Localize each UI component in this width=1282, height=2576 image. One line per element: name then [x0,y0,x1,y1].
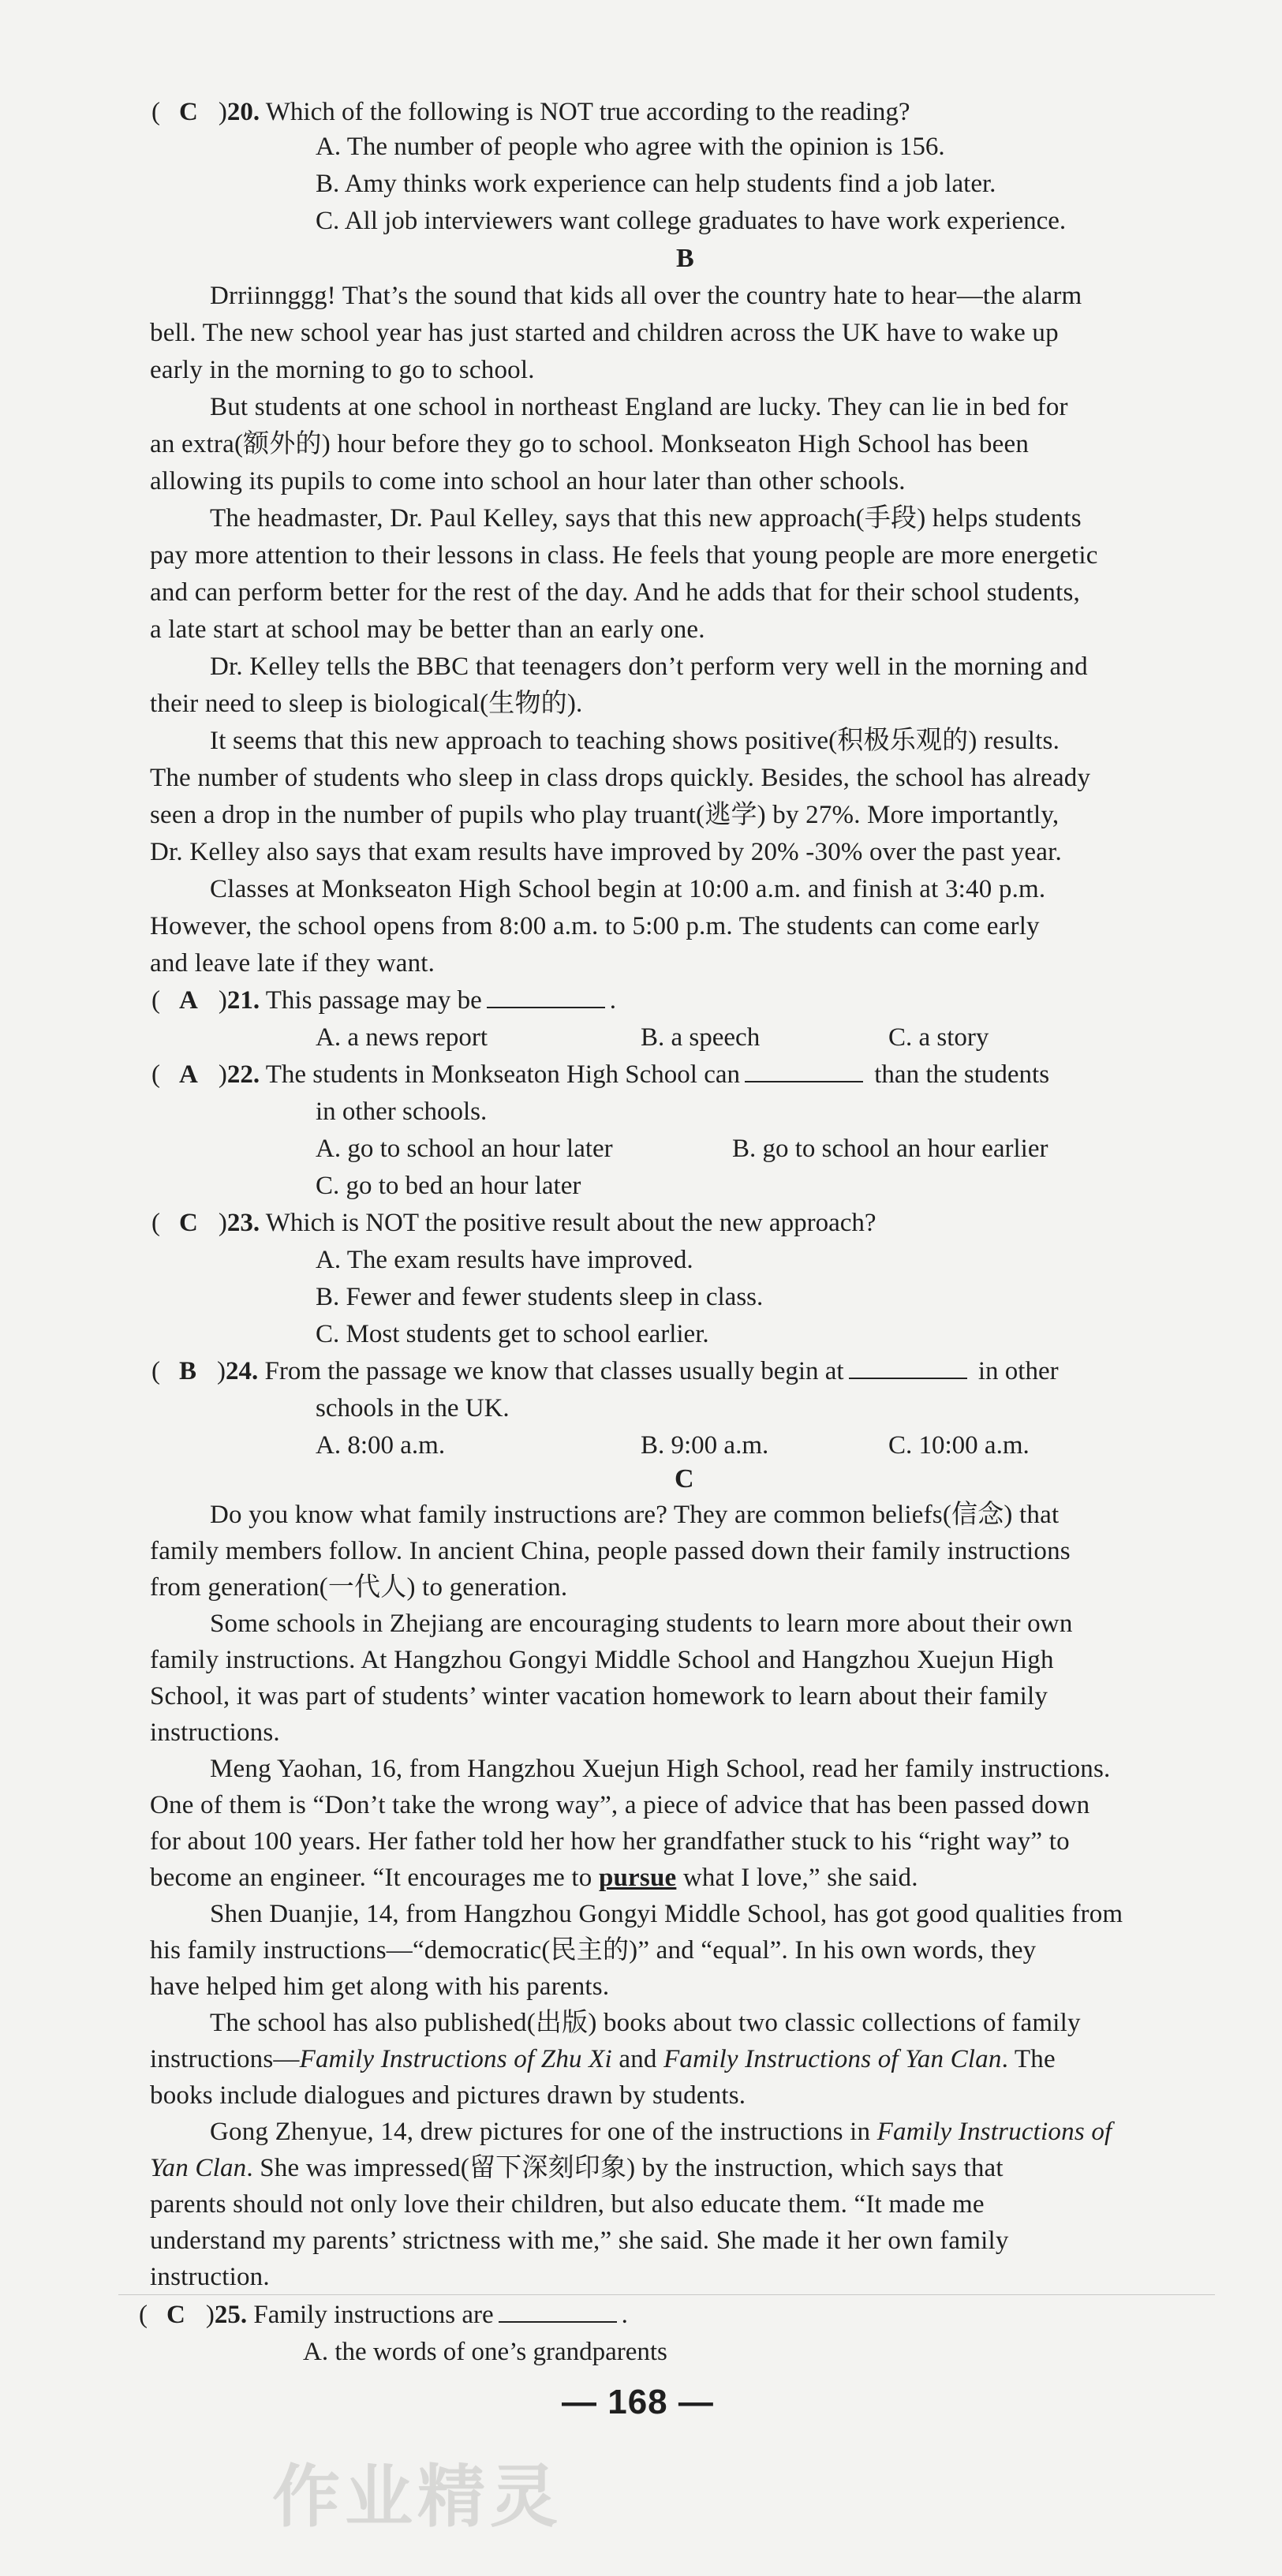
passage-b-line: But students at one school in northeast England are lucky. They can lie in bed for [210,393,1068,421]
question-24-continued: schools in the UK. [316,1394,510,1423]
passage-c-line: books include dialogues and pictures drawn by students. [150,2081,746,2110]
question-22-continued: in other schools. [316,1097,488,1126]
passage-c-line: instructions—Family Instructions of Zhu Xi and Family Instructions of Yan Clan. The [150,2045,1056,2073]
passage-b-line: allowing its pupils to come into school an hour later than other schools. [150,467,906,495]
option-23c: C. Most students get to school earlier. [316,1320,709,1348]
option-24b: B. 9:00 a.m. [641,1431,769,1460]
book-title: Yan Clan [150,2154,247,2182]
keyword-pursue: pursue [598,1864,677,1892]
passage-b-line: and can perform better for the rest of the day. And he adds that for their school students, [150,578,1080,607]
answer-22: A [179,1060,198,1089]
passage-b-line: bell. The new school year has just started and children across the UK have to wake up [150,319,1059,347]
option-23b: B. Fewer and fewer students sleep in class. [316,1283,764,1311]
divider [118,2294,1215,2295]
passage-b-line: seen a drop in the number of pupils who play truant(逃学) by 27%. More importantly, [150,801,1060,829]
passage-c-line: The school has also published(出版) books about two classic collections of family [210,2009,1081,2037]
question-20: ( C )20. Which of the following is NOT true according to the reading? [151,95,910,129]
answer-blank [849,1354,967,1379]
passage-c-line: from generation(一代人) to generation. [150,1573,568,1602]
option-20b: B. Amy thinks work experience can help students find a job later. [316,170,996,198]
answer-blank [499,2297,617,2323]
passage-c-line: family members follow. In ancient China, people passed down their family instructions [150,1537,1071,1565]
watermark: 作业精灵 [272,2458,563,2537]
answer-24: B [179,1357,197,1385]
passage-b-line: early in the morning to go to school. [150,356,535,384]
book-title: Family Instructions of Yan Clan [663,2045,1002,2073]
passage-b-line: Classes at Monkseaton High School begin at 10:00 a.m. and finish at 3:40 p.m. [210,875,1046,903]
answer-25: C [166,2301,185,2329]
passage-b-line: pay more attention to their lessons in class. He feels that young people are more energetic [150,541,1098,570]
question-21: ( A )21. This passage may be . [151,983,616,1018]
option-21c: C. a story [888,1023,989,1052]
option-21a: A. a news report [316,1023,488,1052]
passage-b-line: Dr. Kelley also says that exam results have improved by 20% -30% over the past year. [150,838,1062,866]
passage-c-line: instructions. [150,1718,280,1747]
passage-c-line: Shen Duanjie, 14, from Hangzhou Gongyi Middle School, has got good qualities from [210,1900,1123,1928]
section-b-heading: B [676,244,694,273]
passage-c-line: Gong Zhenyue, 14, drew pictures for one of the instructions in Family Instructions of [210,2118,1112,2146]
passage-c-line: have helped him get along with his parents. [150,1972,610,2001]
passage-c-line: Yan Clan. She was impressed(留下深刻印象) by the instruction, which says that [150,2154,1004,2182]
passage-b-line: Drriinnggg! That’s the sound that kids all over the country hate to hear—the alarm [210,282,1082,310]
passage-b-line: It seems that this new approach to teaching shows positive(积极乐观的) results. [210,727,1060,755]
question-23: ( C )23. Which is NOT the positive result about the new approach? [151,1206,876,1240]
option-22a: A. go to school an hour later [316,1135,613,1163]
passage-b-line: The headmaster, Dr. Paul Kelley, says that this new approach(手段) helps students [210,504,1082,533]
passage-c-line: for about 100 years. Her father told her how her grandfather stuck to his “right way” to [150,1827,1070,1856]
section-c-heading: C [675,1464,694,1494]
book-title: Family Instructions of [876,2118,1112,2146]
passage-b-line: a late start at school may be better than an early one. [150,615,705,644]
question-24: ( B )24. From the passage we know that classes usually begin at in other [151,1354,1059,1389]
passage-c-line: parents should not only love their children, but also educate them. “It made me [150,2190,985,2219]
passage-c-line: become an engineer. “It encourages me to pursue what I love,” she said. [150,1864,918,1892]
passage-c-line: School, it was part of students’ winter vacation homework to learn about their family [150,1682,1048,1710]
passage-c-line: family instructions. At Hangzhou Gongyi Middle School and Hangzhou Xuejun High [150,1646,1054,1674]
option-24a: A. 8:00 a.m. [316,1431,446,1460]
passage-c-line: understand my parents’ strictness with me,” she said. She made it her own family [150,2226,1009,2255]
answer-23: C [179,1209,198,1237]
passage-c-line: his family instructions—“democratic(民主的)” and “equal”. In his own words, they [150,1936,1037,1965]
passage-b-line: The number of students who sleep in class drops quickly. Besides, the school has already [150,764,1091,792]
option-21b: B. a speech [641,1023,761,1052]
question-25: ( C )25. Family instructions are . [139,2297,628,2332]
passage-b-line: and leave late if they want. [150,949,435,978]
option-23a: A. The exam results have improved. [316,1246,693,1274]
passage-b-line: Dr. Kelley tells the BBC that teenagers don’t perform very well in the morning and [210,652,1088,681]
option-20a: A. The number of people who agree with the opinion is 156. [316,133,945,161]
option-22b: B. go to school an hour earlier [732,1135,1048,1163]
passage-b-line: However, the school opens from 8:00 a.m. to 5:00 p.m. The students can come early [150,912,1040,940]
passage-c-line: instruction. [150,2263,270,2291]
passage-c-line: Meng Yaohan, 16, from Hangzhou Xuejun High School, read her family instructions. [210,1755,1111,1783]
answer-20: C [179,98,198,126]
option-22c: C. go to bed an hour later [316,1172,581,1200]
passage-b-line: their need to sleep is biological(生物的). [150,690,583,718]
passage-b-line: an extra(额外的) hour before they go to school. Monkseaton High School has been [150,430,1030,458]
passage-c-line: Do you know what family instructions are? They are common beliefs(信念) that [210,1501,1060,1529]
option-20c: C. All job interviewers want college graduates to have work experience. [316,207,1067,235]
answer-21: A [179,986,198,1015]
answer-blank [487,983,605,1008]
question-22: ( A )22. The students in Monkseaton High School can than the students [151,1057,1049,1092]
passage-c-line: One of them is “Don’t take the wrong way”, a piece of advice that has been passed down [150,1791,1090,1819]
option-25a: A. the words of one’s grandparents [303,2338,667,2366]
option-24c: C. 10:00 a.m. [888,1431,1030,1460]
passage-c-line: Some schools in Zhejiang are encouraging students to learn more about their own [210,1610,1073,1638]
book-title: Family Instructions of Zhu Xi [299,2045,612,2073]
page-number: — 168 — [562,2383,714,2421]
answer-blank [745,1057,863,1082]
